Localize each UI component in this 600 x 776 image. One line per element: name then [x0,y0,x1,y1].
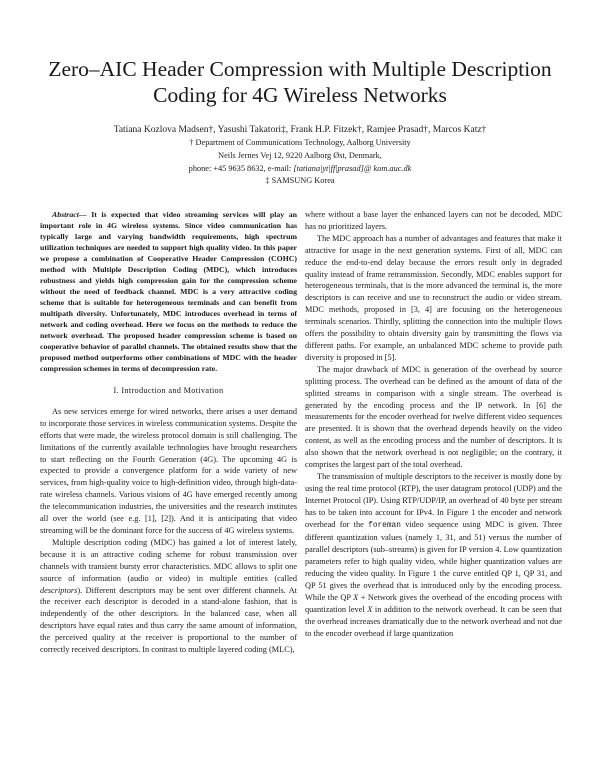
affiliation-line-1: † Department of Communications Technology, Aalborg University [189,138,411,147]
variable-x-1: X [353,593,359,602]
abstract-label: Abstract [52,210,79,219]
contact-email: [tatiana|yt|ff|prasad]@ kom.auc.dk [293,164,412,173]
author-list: Tatiana Kozlova Madsen†, Yasushi Takatori‡, Frank H.P. Fitzek†, Ramjee Prasad†, Marcos Katz† [113,125,487,135]
contact-phone: phone: +45 9635 8632, e-mail: [188,164,294,173]
intro-paragraph-1: As new services emerge for wired networks, there arises a user demand to incorporate those services in wireless communication systems. Despite the efforts that were made, the wireless protocol domain is still challenging. The limitations of the currently available technologies have brought researchers to start reflecting on the Fourth Generation (4G). The upcoming 4G is expected to provide a convergence platform for a wide variety of new services, from high-quality voice to high-definition video, through high-data-rate wireless channels. Various visions of 4G have emerged recently among the telecommunication industries, the universities and the research institutes all over the world (see e.g. [1], [2]). And it is anticipating that video streaming will be the dominant force for the success of 4G wireless systems. [40,406,297,535]
affiliation-line-3 [40,163,560,175]
right-paragraph-continued: where without a base layer the enhanced layers can not be decoded, MDC has no prioritized layers. [305,210,562,231]
affiliation-line-4: ‡ SAMSUNG Korea [265,176,335,185]
variable-x-2: X [367,604,373,614]
abstract [40,209,297,374]
right-paragraph-3 [305,471,562,640]
affiliation-line-2: Neils Jernes Vej 12, 9220 Aalborg Øst, Denmark, [218,151,382,160]
intro-paragraph-2-emphasis: descriptors [40,585,78,595]
right-paragraph-3-text-b: video sequence using MDC is given. Three different quantization values (namely 1, 31, and 51) versus the number of parallel descriptors (sub–streams) is given for IP version 4. Low quantization parameters refer to high quality video, while higher quantization values are reducing the video quality. In Figure 1 the curve entitled QP 1, QP 31, and QP 51 gives the overhead that is introduced only by the encoding process. While the QP [305,519,562,602]
intro-paragraph-2-text-b: ). Different descriptors may be sent over different channels. At the receiver each descriptor is decoded in a stand-alone fashion, that is independently of the other descriptors. In the balanced case, when all descriptors have equal rates and thus carry the same amount of information, the perceived quality at the receiver is proportional to the number of correctly received descriptors. In contrast to multiple layered coding (MLC), [40,585,297,655]
paper-title: Zero–AIC Header Compression with Multiple Description Coding for 4G Wireless Networks [48,57,552,107]
right-paragraph-3-text-a: The transmission of multiple descriptors to the receiver is mostly done by using the real time protocol (RTP), the user datagram protocol (UDP) and the Internet Protocol (IP). Using RTP/UDP/IP, an overhead of 40 byte per stream has to be taken into account for IPv4. In Figure 1 the encoder and network overhead for the [305,471,562,529]
abstract-text: — It is expected that video streaming services will play an important role in 4G wireless systems. Since video communication has typically large and varying bandwidth requirements, high spectrum utilization techniques are needed to support high quality video. In this paper we propose a combination of Cooperative Header Compression (COHC) method with Multiple Description Coding (MDC), which introduces robustness and yields high compression gain for the compression scheme without the need of feedback channel. MDC is a very attractive coding scheme that is suitable for heterogeneous terminals and can benefit from multipath diversity. Unfortunately, MDC introduces overhead in terms of network and coding overhead. Here we focus on the methods to reduce the network overhead. The proposed header compression scheme is based on cooperative behavior of parallel channels. The obtained results show that the proposed method outperforms other combinations of MDC with the header compression schemes in terms of decompression rate. [40,210,297,373]
right-column [305,209,562,640]
right-paragraph-3-text-d: in addition to the network overhead. It can be seen that the overhead increases dramatically due to the network overhead and not due to the encoder overhead if large quantization [305,604,562,638]
right-paragraph-1: The MDC approach has a number of advantages and features that make it attractive for usage in the next generation systems. First of all, MDC can reduce the end-to-end delay because the errors result only in degraded quality instead of frame retransmission. Secondly, MDC enables support for heterogeneous terminals, that is the more advanced the terminal is, the more descriptors is can receive and use to reconstruct the audio or video stream. MDC methods, proposed in [3, 4] are focusing on the heterogeneous terminals scenarios. Thirdly, splitting the connection into the multiple flows offers the possibility to obtain diversity gain by transmitting the flows via different paths. For example, an unbalanced MDC scheme to provide path diversity is proposed in [5]. [305,233,562,362]
intro-paragraph-2 [40,537,297,656]
section-heading-introduction: I. Introduction and Motivation [113,386,224,395]
right-paragraph-3-text-c: + Network gives the overhead of the encoding process with quantization level [305,593,562,614]
left-column [40,209,297,656]
right-paragraph-2: The major drawback of MDC is generation of the overhead by source splitting process. The overhead can be defined as the amount of data of the splitted streams in comparison with a single stream. The overhead is generated by the encoding process and the IP network. In [6] the measurements for the encoder overhead for twelve different video sequences are presented. It is shown that the overhead depends heavily on the video content, as well as the encoding process and the number of descriptors. It is also shown that the network overhead is not negligible; on the contrary, it comprises the largest part of the total overhead. [305,364,562,470]
intro-paragraph-2-text-a: Multiple description coding (MDC) has gained a lot of interest lately, because it is an attractive coding scheme for robust transmission over channels with transient bursty error characteristics. MDC allows to split one source of information (audio or video) in multiple entities (called [40,537,297,583]
video-sequence-name: foreman [368,521,401,530]
